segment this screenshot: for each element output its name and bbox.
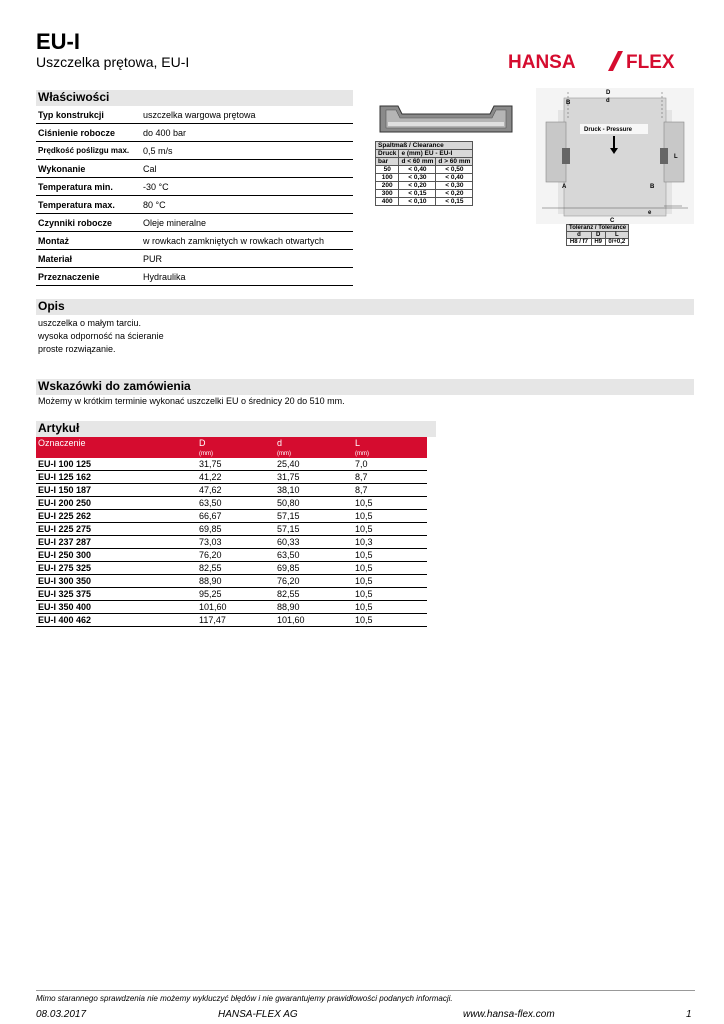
footer-company: HANSA-FLEX AG xyxy=(218,1009,298,1020)
property-key: Temperatura max. xyxy=(38,199,115,210)
article-code: EU-I 275 325 xyxy=(36,562,197,575)
description-line: proste rozwiązanie. xyxy=(38,344,116,354)
col-unit xyxy=(36,449,197,458)
page-subtitle: Uszczelka prętowa, EU-I xyxy=(36,54,190,70)
property-row xyxy=(36,268,353,286)
table-row xyxy=(36,471,427,484)
article-value: 10,5 xyxy=(353,549,427,562)
table-row xyxy=(36,575,427,588)
label-B-top: B xyxy=(566,100,571,106)
footer-date: 08.03.2017 xyxy=(36,1009,87,1020)
property-row xyxy=(36,232,353,250)
article-value: 60,33 xyxy=(275,536,353,549)
article-value: 10,5 xyxy=(353,562,427,575)
tolerance-value-d: H8 / f7 xyxy=(567,239,592,246)
article-value: 57,15 xyxy=(275,510,353,523)
article-value: 117,47 xyxy=(197,614,275,627)
article-code: EU-I 400 462 xyxy=(36,614,197,627)
property-value: w rowkach zamkniętych w rowkach otwartych xyxy=(143,235,325,246)
clearance-cell: < 0,30 xyxy=(436,182,473,190)
clearance-cell: < 0,15 xyxy=(399,190,436,198)
property-row xyxy=(36,196,353,214)
article-value: 95,25 xyxy=(197,588,275,601)
label-D: D xyxy=(606,90,611,96)
tolerance-table xyxy=(566,224,629,246)
label-e: e xyxy=(648,210,652,216)
article-code: EU-I 125 162 xyxy=(36,471,197,484)
tolerance-title: Toleranz / Tolerance xyxy=(567,225,629,232)
article-value: 101,60 xyxy=(197,601,275,614)
table-row xyxy=(36,549,427,562)
article-value: 73,03 xyxy=(197,536,275,549)
article-value: 69,85 xyxy=(197,523,275,536)
clearance-cell: 200 xyxy=(376,182,399,190)
article-value: 10,5 xyxy=(353,510,427,523)
table-row xyxy=(36,497,427,510)
page-title: EU-I xyxy=(36,29,80,54)
clearance-row xyxy=(376,166,473,174)
clearance-cell: < 0,40 xyxy=(399,166,436,174)
logo-text-right: FLEX xyxy=(626,52,675,72)
clearance-table xyxy=(375,141,473,206)
property-key: Ciśnienie robocze xyxy=(38,127,116,138)
article-value: 76,20 xyxy=(197,549,275,562)
clearance-col-druck: Druck xyxy=(376,150,399,158)
article-value: 10,3 xyxy=(353,536,427,549)
article-value: 82,55 xyxy=(275,588,353,601)
table-row xyxy=(36,523,427,536)
article-code: EU-I 300 350 xyxy=(36,575,197,588)
clearance-cell: 100 xyxy=(376,174,399,182)
article-value: 38,10 xyxy=(275,484,353,497)
pressure-label: Druck - Pressure xyxy=(584,127,633,133)
article-value: 82,55 xyxy=(197,562,275,575)
property-key: Prędkość poślizgu max. xyxy=(38,146,130,155)
col-header-L: L xyxy=(353,437,427,449)
footer-divider xyxy=(36,990,695,991)
clearance-col-e: e (mm) EU - EU-I xyxy=(399,150,473,158)
property-key: Materiał xyxy=(38,253,73,264)
properties-heading: Właściwości xyxy=(36,90,353,106)
article-code: EU-I 250 300 xyxy=(36,549,197,562)
table-row xyxy=(36,458,427,471)
article-code: EU-I 225 275 xyxy=(36,523,197,536)
article-value: 10,5 xyxy=(353,575,427,588)
label-d: d xyxy=(606,98,610,104)
tolerance-header-L: L xyxy=(605,232,629,239)
article-code: EU-I 237 287 xyxy=(36,536,197,549)
article-value: 63,50 xyxy=(197,497,275,510)
col-unit-d: (mm) xyxy=(275,449,353,458)
table-row xyxy=(36,588,427,601)
col-header-d: d xyxy=(275,437,353,449)
property-key: Wykonanie xyxy=(38,163,86,174)
articles-heading: Artykuł xyxy=(36,421,436,437)
article-code: EU-I 200 250 xyxy=(36,497,197,510)
article-value: 101,60 xyxy=(275,614,353,627)
property-key: Typ konstrukcji xyxy=(38,109,104,120)
clearance-col-d1: d < 60 mm xyxy=(399,158,436,166)
col-unit-L: (mm) xyxy=(353,449,427,458)
clearance-row xyxy=(376,190,473,198)
article-value: 41,22 xyxy=(197,471,275,484)
property-key: Temperatura min. xyxy=(38,181,113,192)
tolerance-value-D: H9 xyxy=(591,239,605,246)
property-value: do 400 bar xyxy=(143,127,187,138)
clearance-cell: < 0,15 xyxy=(436,198,473,206)
tolerance-header-d: d xyxy=(567,232,592,239)
clearance-cell: < 0,40 xyxy=(436,174,473,182)
article-value: 88,90 xyxy=(275,601,353,614)
article-code: EU-I 225 262 xyxy=(36,510,197,523)
clearance-cell: 50 xyxy=(376,166,399,174)
article-value: 25,40 xyxy=(275,458,353,471)
property-row xyxy=(36,160,353,178)
property-row xyxy=(36,142,353,160)
footer-website[interactable]: www.hansa-flex.com xyxy=(463,1009,555,1020)
description-line: uszczelka o małym tarciu. xyxy=(38,318,142,328)
table-row xyxy=(36,601,427,614)
article-value: 8,7 xyxy=(353,471,427,484)
property-key: Czynniki robocze xyxy=(38,217,113,228)
tolerance-header-D: D xyxy=(591,232,605,239)
label-C: C xyxy=(610,218,615,224)
table-row xyxy=(36,484,427,497)
clearance-cell: < 0,10 xyxy=(399,198,436,206)
article-value: 31,75 xyxy=(197,458,275,471)
article-value: 10,5 xyxy=(353,523,427,536)
clearance-cell: < 0,20 xyxy=(399,182,436,190)
article-value: 63,50 xyxy=(275,549,353,562)
logo-slash xyxy=(608,51,623,71)
description-line: wysoka odporność na ścieranie xyxy=(38,331,164,341)
property-row xyxy=(36,124,353,142)
property-row xyxy=(36,106,353,124)
property-row xyxy=(36,214,353,232)
article-value: 57,15 xyxy=(275,523,353,536)
article-value: 10,5 xyxy=(353,614,427,627)
article-value: 69,85 xyxy=(275,562,353,575)
logo-text-left: HANSA xyxy=(508,52,576,72)
article-value: 66,67 xyxy=(197,510,275,523)
property-key: Montaż xyxy=(38,235,69,246)
table-row xyxy=(36,562,427,575)
article-value: 10,5 xyxy=(353,601,427,614)
clearance-cell: < 0,30 xyxy=(399,174,436,182)
col-unit-D: (mm) xyxy=(197,449,275,458)
tolerance-value-L: 0/+0,2 xyxy=(605,239,629,246)
installation-diagram xyxy=(536,88,694,224)
property-value: 80 °C xyxy=(143,199,166,210)
article-value: 76,20 xyxy=(275,575,353,588)
ordering-heading: Wskazówki do zamówienia xyxy=(36,379,694,395)
article-value: 50,80 xyxy=(275,497,353,510)
property-row xyxy=(36,250,353,268)
description-heading: Opis xyxy=(36,299,694,315)
property-value: 0,5 m/s xyxy=(143,145,173,156)
clearance-row xyxy=(376,198,473,206)
articles-table xyxy=(36,437,427,627)
clearance-row xyxy=(376,174,473,182)
article-code: EU-I 150 187 xyxy=(36,484,197,497)
footer-disclaimer: Mimo starannego sprawdzenia nie możemy wykluczyć błędów i nie gwarantujemy prawidłowości podanych informacji. xyxy=(36,994,453,1003)
property-value: -30 °C xyxy=(143,181,169,192)
clearance-cell: < 0,20 xyxy=(436,190,473,198)
clearance-row xyxy=(376,182,473,190)
clearance-col-d2: d > 60 mm xyxy=(436,158,473,166)
article-value: 10,5 xyxy=(353,588,427,601)
col-header-oznaczenie: Oznaczenie xyxy=(36,437,197,449)
property-value: Cal xyxy=(143,163,157,174)
clearance-title: Spaltmaß / Clearance xyxy=(376,142,473,150)
hansa-flex-logo xyxy=(508,50,694,72)
properties-table xyxy=(36,106,353,286)
table-row xyxy=(36,536,427,549)
label-A: A xyxy=(562,184,567,190)
clearance-col-bar: bar xyxy=(376,158,399,166)
property-value: Hydraulika xyxy=(143,271,186,282)
label-B: B xyxy=(650,184,655,190)
table-row xyxy=(36,614,427,627)
col-header-D: D xyxy=(197,437,275,449)
table-row xyxy=(36,510,427,523)
ordering-text: Możemy w krótkim terminie wykonać uszczelki EU o średnicy 20 do 510 mm. xyxy=(38,396,345,406)
property-value: PUR xyxy=(143,253,163,264)
article-value: 8,7 xyxy=(353,484,427,497)
article-value: 47,62 xyxy=(197,484,275,497)
article-value: 10,5 xyxy=(353,497,427,510)
label-L: L xyxy=(674,154,678,160)
footer-page-number: 1 xyxy=(686,1009,692,1020)
property-row xyxy=(36,178,353,196)
property-key: Przeznaczenie xyxy=(38,271,100,282)
article-code: EU-I 350 400 xyxy=(36,601,197,614)
article-value: 7,0 xyxy=(353,458,427,471)
article-code: EU-I 100 125 xyxy=(36,458,197,471)
article-code: EU-I 325 375 xyxy=(36,588,197,601)
clearance-cell: 400 xyxy=(376,198,399,206)
property-value: uszczelka wargowa prętowa xyxy=(143,109,256,120)
clearance-cell: < 0,50 xyxy=(436,166,473,174)
clearance-cell: 300 xyxy=(376,190,399,198)
property-value: Oleje mineralne xyxy=(143,217,207,228)
article-value: 31,75 xyxy=(275,471,353,484)
seal-cross-section xyxy=(378,104,514,134)
article-value: 88,90 xyxy=(197,575,275,588)
